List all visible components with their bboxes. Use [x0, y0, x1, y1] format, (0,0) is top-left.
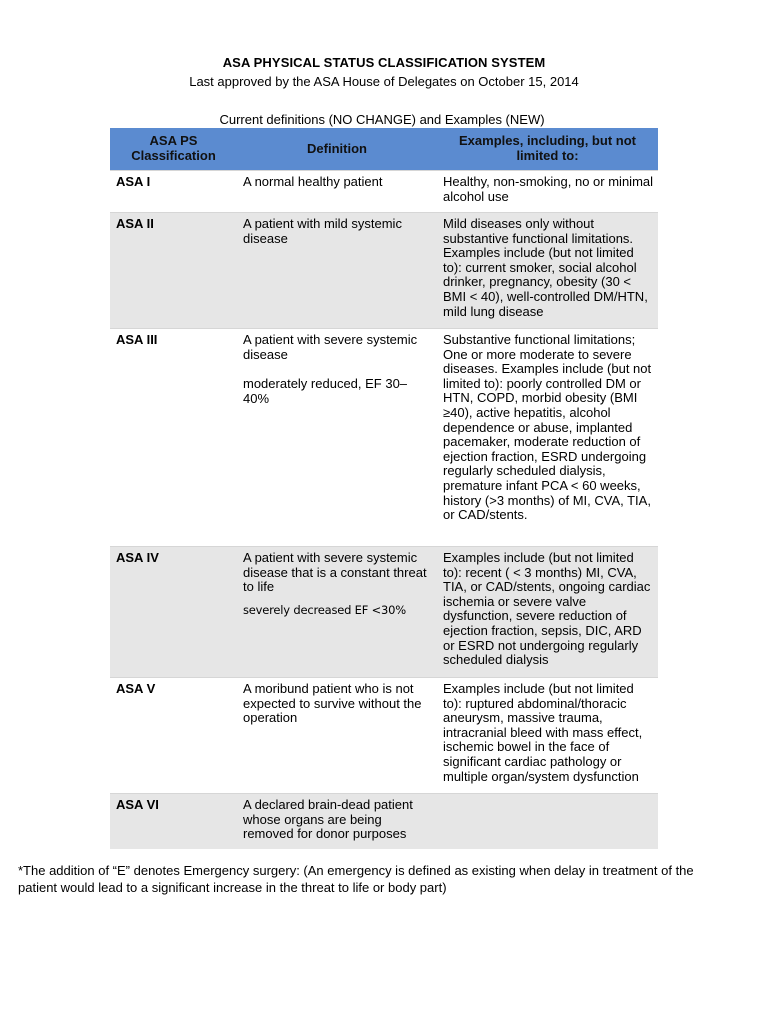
- table-row: [110, 171, 658, 213]
- table-row: [110, 547, 658, 678]
- row-definition: A declared brain-dead patient whose organs are being removed for donor purposes: [237, 794, 437, 849]
- header-classification: ASA PS Classification: [110, 128, 237, 171]
- row-definition-cell: [237, 329, 437, 547]
- table-header-row: [110, 128, 658, 171]
- row-examples: Substantive functional limitations; One or more moderate to severe diseases. Examples include (but not limited to): poorly controlled DM or HTN, COPD, morbid obesity (BMI ≥40), active hepatitis, alcohol dependence or abuse, implanted pacemaker, moderate reduction of ejection fraction, ESRD undergoing regularly scheduled dialysis, premature infant PCA < 60 weeks, history (>3 months) of MI, CVA, TIA, or CAD/stents.: [437, 329, 658, 547]
- header-examples: Examples, including, but not limited to:: [437, 128, 658, 171]
- asa-classification-table: [110, 128, 658, 849]
- row-examples: Mild diseases only without substantive functional limitations. Examples include (but not limited to): current smoker, social alcohol drinker, pregnancy, obesity (30 < BMI < 40), well-controlled DM/HTN, mild lung disease: [437, 213, 658, 329]
- row-classification: ASA II: [110, 213, 237, 329]
- row-classification: ASA I: [110, 171, 237, 213]
- emergency-footnote: *The addition of “E” denotes Emergency surgery: (An emergency is defined as existing when delay in treatment of the patient would lead to a significant increase in the threat to life or body part): [18, 863, 694, 895]
- row-definition-note: severely decreased EF <30%: [243, 602, 407, 617]
- row-definition-note: moderately reduced, EF 30–40%: [243, 376, 408, 406]
- row-examples: Examples include (but not limited to): recent ( < 3 months) MI, CVA, TIA, or CAD/stents, ongoing cardiac ischemia or severe valve dysfunction, severe reduction of ejection fraction, sepsis, DIC, ARD or ESRD not undergoing regularly scheduled dialysis: [437, 547, 658, 678]
- row-classification: ASA VI: [110, 794, 237, 849]
- row-examples: Healthy, non-smoking, no or minimal alcohol use: [437, 171, 658, 213]
- document-subtitle: Last approved by the ASA House of Delegates on October 15, 2014: [189, 74, 579, 89]
- document-title: ASA PHYSICAL STATUS CLASSIFICATION SYSTEM: [222, 55, 546, 70]
- row-definition-cell: [237, 547, 437, 678]
- row-definition: A patient with severe systemic disease that is a constant threat to life: [243, 550, 427, 595]
- row-classification-cell: ASA III: [110, 329, 237, 547]
- row-definition: A normal healthy patient: [237, 171, 437, 213]
- header-definition: Definition: [237, 128, 437, 171]
- table-caption: Current definitions (NO CHANGE) and Examples (NEW): [219, 112, 545, 127]
- table-row: [110, 794, 658, 849]
- table-row: [110, 213, 658, 329]
- row-classification: ASA V: [110, 678, 237, 794]
- row-definition: A patient with severe systemic disease: [243, 332, 418, 362]
- row-definition: A moribund patient who is not expected to survive without the operation: [237, 678, 437, 794]
- row-classification: ASA IV: [110, 547, 237, 678]
- table-row: [110, 678, 658, 794]
- row-definition: A patient with mild systemic disease: [237, 213, 437, 329]
- table-row: [110, 329, 658, 547]
- row-examples: [437, 794, 658, 849]
- row-examples: Examples include (but not limited to): ruptured abdominal/thoracic aneurysm, massive trauma, intracranial bleed with mass effect, ischemic bowel in the face of significant cardiac pathology or multiple organ/system dysfunction: [437, 678, 658, 794]
